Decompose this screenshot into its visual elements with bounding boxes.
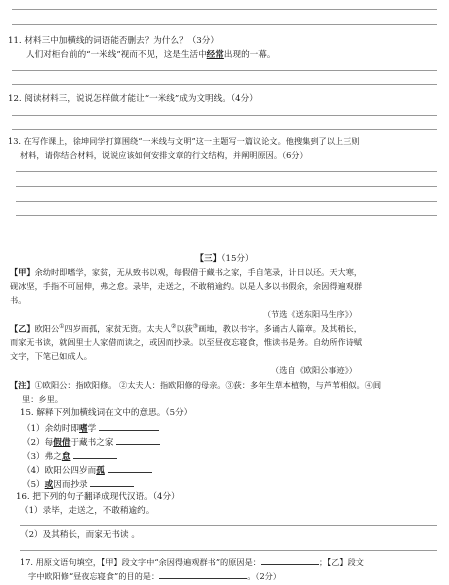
answer-line	[16, 201, 437, 202]
q17-text-b: ；【乙】段文	[318, 557, 364, 567]
q17-text-d: 。（2分）	[247, 571, 282, 581]
question-16: 16. 把下列的句子翻译成现代汉语。（4分）	[16, 492, 180, 502]
quote-post: 出现的一幕。	[223, 50, 276, 60]
q17-text-a: 17. 用原文语句填空，【甲】段文字中“余因得遍观群书”的原因是：	[20, 557, 261, 567]
section-title	[0, 254, 449, 265]
answer-line	[12, 70, 437, 71]
notes-line1	[10, 380, 381, 390]
passage-yi-line2: 而家无书读，就闾里士人家借而读之，或因而抄录。以至昼夜忘寝食，惟读书是务。自幼所作诗赋	[10, 337, 363, 347]
item-keyword: 嗜	[79, 424, 88, 434]
question-11-quote	[26, 50, 275, 61]
question-17-line1	[20, 556, 364, 567]
answer-line	[12, 9, 437, 10]
q15-item-5	[22, 478, 134, 491]
passage-yi-text-d: 画地，教以书字。多诵古人篇章。及其稍长，	[198, 323, 362, 334]
question-13-line1: 13. 在写作课上，徐坤同学打算围绕“一米线与文明”这一主题写一篇议论文。他搜集到了以上三则	[8, 136, 360, 146]
notes-line2: 里：乡里。	[22, 394, 63, 404]
question-11: 11. 材料三中加横线的词语能否删去？为什么？（3分）	[8, 36, 219, 46]
notes-text: ①欧阳公：指欧阳修。 ②太夫人：指欧阳修的母亲。③荻：多年生草本植物，与芦苇相似。④闾	[34, 380, 382, 390]
item-prefix: （1）余幼时即	[22, 424, 80, 434]
passage-yi-line3: 文字，下笔已如成人。	[10, 351, 92, 361]
q15-item-3	[22, 450, 117, 463]
passage-jia-text: 余幼时即嗜学，家贫，无从致书以观，每假借于藏书之家，手自笔录，计日以还。天大寒，	[34, 267, 363, 277]
answer-blank[interactable]	[73, 450, 117, 459]
answer-blank[interactable]	[108, 464, 152, 473]
answer-line	[20, 525, 437, 526]
answer-line	[16, 186, 437, 187]
answer-line	[12, 129, 437, 130]
answer-line	[16, 215, 437, 216]
quote-pre: 人们对柜台前的“一米线”视而不见，这是生活中	[26, 50, 207, 60]
item-prefix: （5）	[22, 480, 45, 490]
answer-blank[interactable]	[90, 478, 134, 487]
item-keyword: 假借	[53, 438, 71, 448]
answer-blank[interactable]	[99, 422, 159, 431]
question-17-line2	[28, 570, 281, 581]
passage-jia-line1	[10, 267, 362, 277]
answer-line	[12, 24, 437, 25]
section-score: （15分）	[221, 254, 254, 264]
answer-blank[interactable]	[116, 436, 160, 445]
q15-item-4	[22, 464, 152, 477]
footnote-marker: ②	[171, 323, 177, 330]
passage-yi-label: 【乙】	[10, 323, 35, 334]
notes-label: 【注】	[10, 380, 35, 390]
q16-item-1: （1）录毕，走送之，不敢稍逾约。	[20, 506, 155, 516]
passage-yi-source: （选自《欧阳公事迹》）	[271, 365, 357, 375]
item-keyword: 怠	[61, 452, 71, 462]
passage-yi-text-b: 四岁而孤，家贫无资。太夫人	[64, 323, 171, 334]
item-suffix: 因而抄录	[53, 480, 88, 490]
passage-yi-text-a: 欧阳公	[34, 323, 60, 334]
question-13-line2: 材料，请你结合材料，说说应该如何安排文章的行文结构，并阐明原因。（6分）	[20, 150, 308, 160]
item-prefix: （3）弗之	[22, 452, 62, 462]
quote-underlined-word: 经常	[206, 50, 224, 60]
q17-text-c: 字中欧阳修“昼夜忘寝食”的目的是：	[28, 571, 160, 581]
answer-line	[20, 550, 437, 551]
passage-jia-source: （节选《送东阳马生序》）	[262, 309, 357, 319]
passage-yi-text-c: 以荻	[176, 323, 193, 334]
answer-line	[16, 171, 437, 172]
passage-yi-line1	[10, 323, 362, 334]
q15-item-2	[22, 436, 160, 449]
footnote-marker: ①	[59, 323, 65, 330]
item-keyword: 或	[44, 480, 54, 490]
section-title-text: 【三】	[195, 254, 222, 264]
footnote-marker: ③	[192, 323, 199, 330]
passage-jia-label: 【甲】	[10, 267, 35, 277]
item-prefix: （2）每	[22, 438, 54, 448]
answer-blank[interactable]	[159, 570, 247, 579]
q15-item-1	[22, 422, 159, 435]
answer-line	[12, 115, 437, 116]
passage-jia-line2: 砚冰坚，手指不可屈伸，弗之怠。录毕，走送之，不敢稍逾约。以是人多以书假余，余因得遍观群	[10, 281, 363, 291]
q16-item-2: （2）及其稍长，而家无书读 。	[20, 530, 140, 540]
item-suffix: 学	[87, 424, 97, 434]
item-keyword: 孤	[96, 466, 105, 476]
answer-line	[12, 84, 437, 85]
passage-jia-line3: 书。	[10, 295, 27, 305]
question-12: 12. 阅读材料三，说说怎样做才能让“一米线”成为文明线。（4分）	[8, 94, 258, 104]
item-suffix: 于藏书之家	[70, 438, 114, 448]
question-15: 15. 解释下列加横线词在文中的意思。（5分）	[20, 408, 193, 418]
answer-blank[interactable]	[261, 556, 319, 565]
item-prefix: （4）欧阳公四岁而	[22, 466, 97, 476]
